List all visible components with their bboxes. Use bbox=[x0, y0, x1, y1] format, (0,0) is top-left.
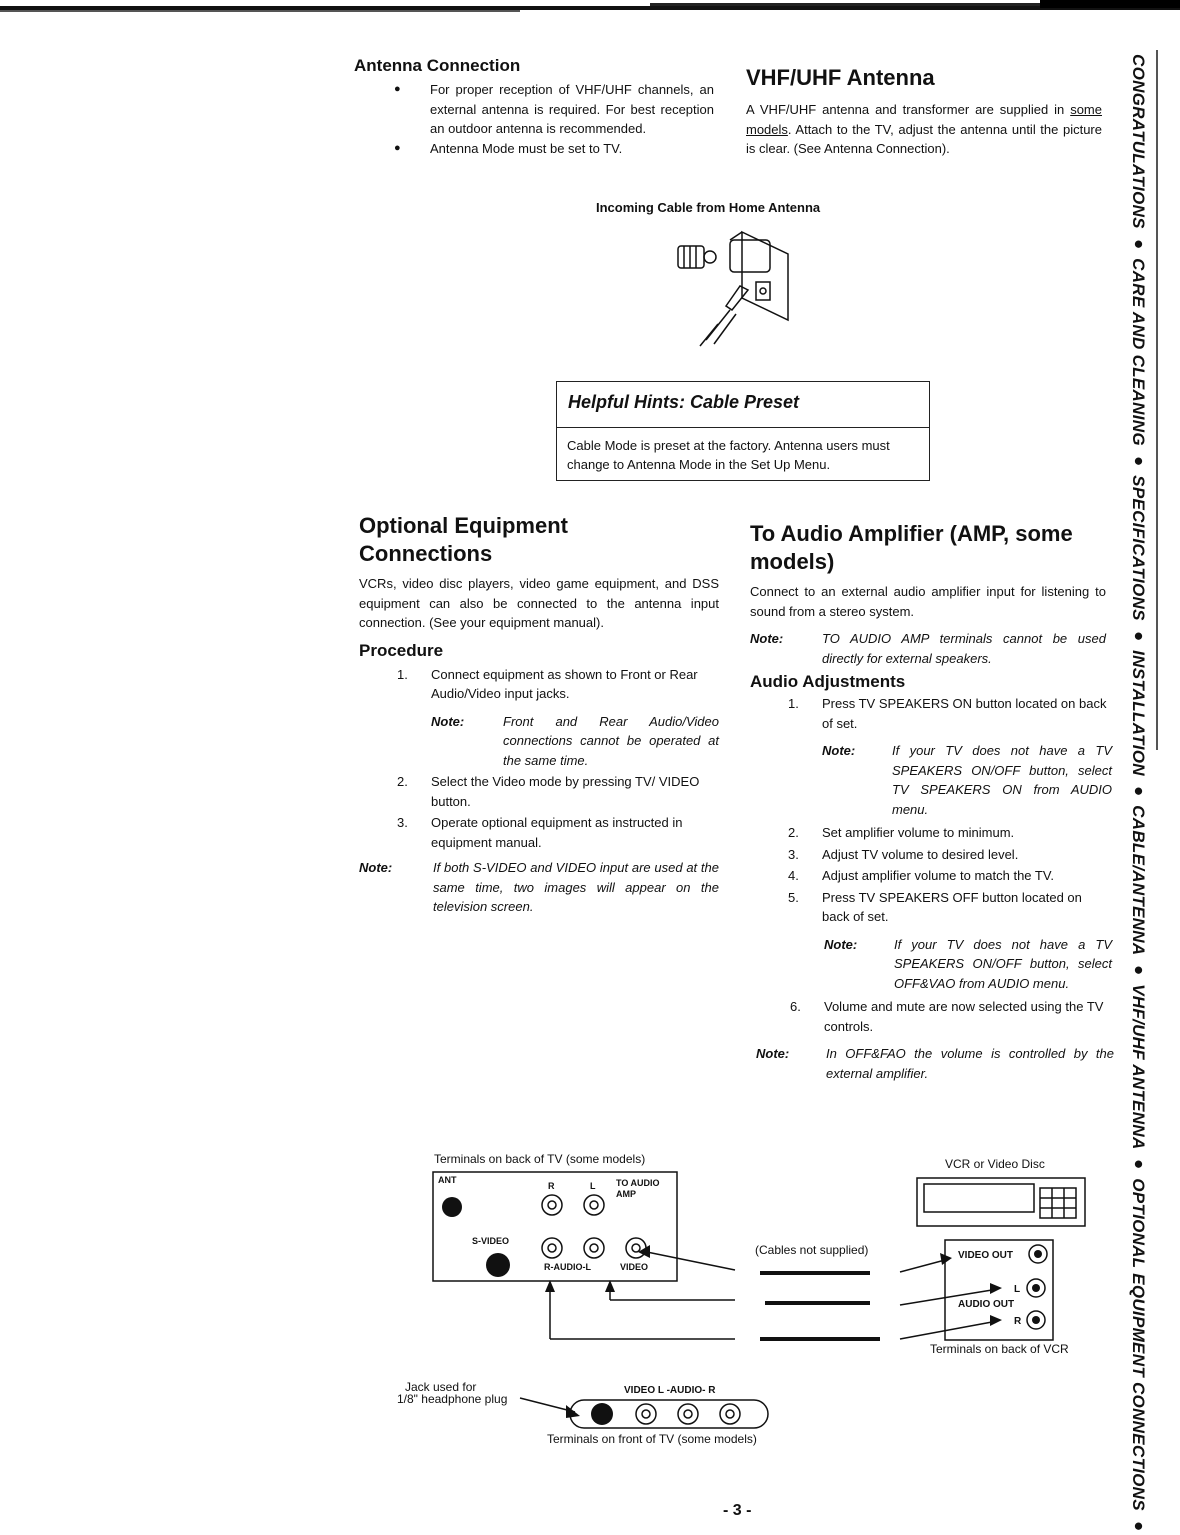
front-caption: Terminals on front of TV (some models) bbox=[547, 1432, 757, 1446]
audio-step-2: 2. Set amplifier volume to minimum. bbox=[788, 825, 1015, 840]
audio-amp-intro: Connect to an external audio amplifier input for listening to sound from a stereo system. bbox=[750, 584, 1106, 619]
raudiol-label: R-AUDIO-L bbox=[544, 1262, 591, 1272]
audio-final-note: Note: In OFF&FAO the volume is controlled by the external amplifier. bbox=[756, 1046, 1114, 1081]
side-tab bbox=[1120, 50, 1160, 1535]
l-label: L bbox=[590, 1181, 596, 1191]
antenna-figure-caption: Incoming Cable from Home Antenna bbox=[596, 200, 821, 215]
jack-label-line1: Jack used for bbox=[405, 1380, 477, 1394]
video-out-label: VIDEO OUT bbox=[958, 1250, 1014, 1261]
audio-amp-title-line1: To Audio Amplifier (AMP, some bbox=[750, 521, 1073, 546]
audio-amp-section bbox=[750, 520, 1114, 1083]
helpful-hints-title: Helpful Hints: Cable Preset bbox=[557, 382, 929, 428]
vhf-uhf-text: A VHF/UHF antenna and transformer are supplied in some models. Attach to the TV, adjust the antenna until the picture is clear. (See Antenna Connection). bbox=[746, 102, 1102, 156]
bullet-icon: ● bbox=[394, 141, 401, 154]
cables-label: (Cables not supplied) bbox=[755, 1243, 869, 1257]
video-label: VIDEO bbox=[620, 1262, 649, 1272]
antenna-connection-section bbox=[354, 56, 714, 158]
vhf-uhf-section bbox=[746, 64, 1102, 159]
r-label: R bbox=[548, 1181, 555, 1191]
optional-equipment-intro: VCRs, video disc players, video game equipment, and DSS equipment can also be connected to the antenna input connection. (See your equipment manual). bbox=[359, 576, 719, 630]
audio-step-3: 3. Adjust TV volume to desired level. bbox=[788, 846, 1019, 862]
helpful-hints-body: Cable Mode is preset at the factory. Antenna users must change to Antenna Mode in the Set Up Menu. bbox=[567, 438, 890, 472]
procedure-step1-note: Note: Front and Rear Audio/Video connections cannot be operated at the same time. bbox=[431, 713, 719, 768]
audio-step1-note: Note: If your TV does not have a TV SPEAKERS ON/OFF button, select TV SPEAKERS ON from AUDIO menu. bbox=[822, 743, 1112, 817]
vhf-uhf-title: VHF/UHF Antenna bbox=[746, 65, 935, 90]
antenna-connection-title: Antenna Connection bbox=[354, 56, 521, 75]
page-number: - 3 - bbox=[723, 1502, 752, 1519]
out-r-label: R bbox=[1014, 1316, 1022, 1327]
antenna-bullet-2: ● Antenna Mode must be set to TV. bbox=[394, 139, 714, 159]
audio-step-4: 4. Adjust amplifier volume to match the TV. bbox=[788, 868, 1054, 883]
antenna-bullet-1: ● For proper reception of VHF/UHF channels, an external antenna is required. For best reception an outdoor antenna is recommended. bbox=[394, 82, 714, 136]
ant-jack-icon bbox=[442, 1197, 462, 1217]
bullet-icon: ● bbox=[394, 83, 401, 95]
audio-adjustments-title: Audio Adjustments bbox=[750, 672, 906, 691]
connection-diagram bbox=[380, 1140, 1100, 1460]
svideo-jack-icon bbox=[486, 1253, 510, 1277]
procedure-step-1: 1. Connect equipment as shown to Front or Rear Audio/Video input jacks. bbox=[397, 666, 698, 701]
front-labels: VIDEO L -AUDIO- R bbox=[624, 1385, 716, 1396]
audio-step-5: 5. Press TV SPEAKERS OFF button located on back of set. bbox=[788, 889, 1082, 924]
to-audio-label: TO AUDIO bbox=[616, 1178, 660, 1188]
vcr-icon bbox=[917, 1178, 1085, 1226]
optional-equipment-title-line1: Optional Equipment bbox=[359, 513, 568, 538]
audio-amp-title-line2: models) bbox=[750, 549, 835, 574]
audio-step-6: 6. Volume and mute are now selected using the TV controls. bbox=[790, 999, 1104, 1034]
procedure-step-2: 2. Select the Video mode by pressing TV/ VIDEO button. bbox=[397, 774, 700, 809]
optional-equipment-note: Note: If both S-VIDEO and VIDEO input are used at the same time, two images will appear on the television screen. bbox=[359, 860, 719, 914]
procedure-title: Procedure bbox=[359, 640, 444, 660]
out-l-label: L bbox=[1014, 1284, 1021, 1295]
optional-equipment-section bbox=[359, 512, 719, 917]
audio-out-label: AUDIO OUT bbox=[958, 1299, 1015, 1310]
svideo-label: S-VIDEO bbox=[472, 1236, 510, 1246]
ant-label: ANT bbox=[438, 1175, 457, 1185]
vcr-label: VCR or Video Disc bbox=[945, 1157, 1045, 1171]
procedure-step-3: 3. Operate optional equipment as instructed in equipment manual. bbox=[397, 815, 683, 850]
audio-step-1: 1. Press TV SPEAKERS ON button located on back of set. bbox=[788, 696, 1107, 731]
side-tab-text: CONGRATULATIONS ● CARE AND CLEANING ● SPECIFICATIONS ● INSTALLATION ● CABLE/ANTENNA ● VHF/UHF ANTENNA ● OPTIONAL EQUIPMENT CONNECTIONS ● bbox=[1129, 54, 1148, 1535]
vcr-terminals-label: Terminals on back of VCR bbox=[930, 1342, 1069, 1356]
back-tv-label: Terminals on back of TV (some models) bbox=[434, 1152, 646, 1166]
scan-top-edge bbox=[0, 0, 1180, 16]
amp-label: AMP bbox=[616, 1189, 636, 1199]
audio-amp-note: Note: TO AUDIO AMP terminals cannot be used directly for external speakers. bbox=[750, 631, 1106, 666]
jack-label-line2: 1/8" headphone plug bbox=[397, 1392, 508, 1406]
optional-equipment-title-line2: Connections bbox=[359, 541, 493, 566]
antenna-transformer-figure bbox=[670, 228, 800, 358]
audio-step5-note: Note: If your TV does not have a TV SPEAKERS ON/OFF button, select OFF&VAO from AUDIO menu. bbox=[824, 936, 1112, 991]
helpful-hints-box bbox=[556, 381, 930, 481]
side-rule bbox=[1156, 50, 1158, 750]
